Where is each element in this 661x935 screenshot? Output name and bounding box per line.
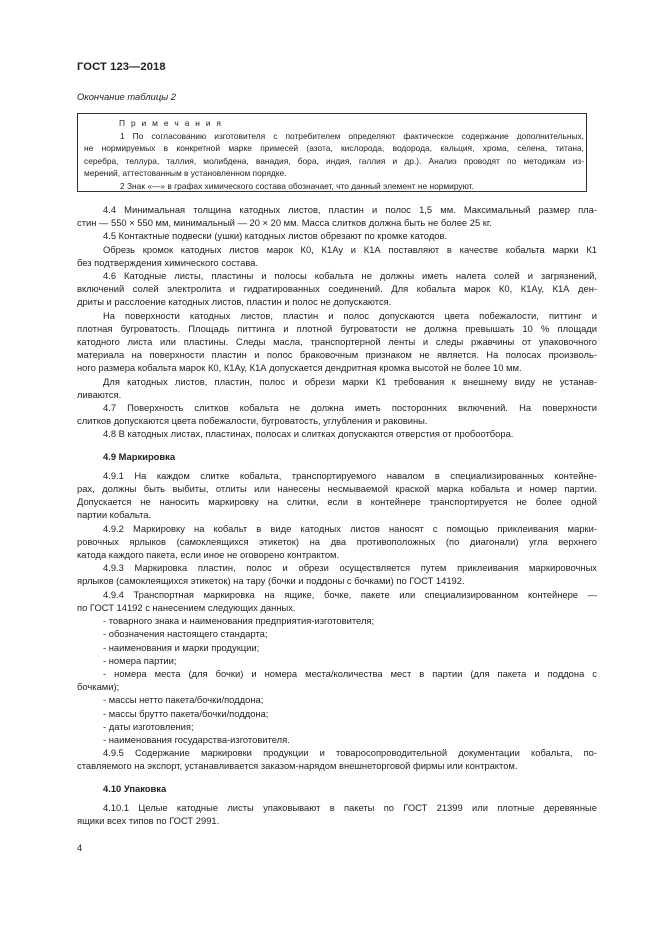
paragraph-4-9-2-line: катода каждого пакета, если иное не оговорено контрактом.	[77, 549, 340, 561]
paragraph-4-4-line: стин — 550 × 550 мм, минимальный — 20 × 20 мм. Масса слитков должна быть не более 25 кг.	[77, 217, 492, 229]
notes-title: П р и м е ч а н и я	[119, 118, 223, 128]
list-item-continuation: бочками);	[77, 681, 120, 693]
page-number: 4	[77, 842, 83, 853]
paragraph-4-4-line: 4.4 Минимальная толщина катодных листов, пластин и полос 1,5 мм. Максимальный размер пла-	[103, 204, 597, 215]
paragraph-4-9-4-line: 4.9.4 Транспортная маркировка на ящике, бочке, пакете или специализированном контейнере —	[103, 588, 597, 600]
list-item: - массы брутто пакета/бочки/поддона;	[103, 707, 269, 719]
paragraph-4-9-5-line: 4.9.5 Содержание маркировки продукции и товаросопроводительной документации кобальта, по-	[103, 747, 597, 759]
note-line: серебра, теллура, таллия, молибдена, ванадия, бора, индия, галлия и др.). Анализ проводят по методикам из-	[84, 155, 584, 166]
paragraph-4-10-1-line: ящики всех типов по ГОСТ 2991.	[77, 814, 220, 826]
standard-header: ГОСТ 123—2018	[77, 61, 166, 73]
paragraph-4-6-line: 4.6 Катодные листы, пластины и полосы кобальта не должны иметь налета солей и загрязнений,	[103, 270, 597, 282]
paragraph-4-7-line: слитков допускаются цвета побежалости, бугроватость, углубления и раковины.	[77, 415, 428, 427]
list-item: - товарного знака и наименования предприятия-изготовителя;	[103, 615, 375, 627]
paragraph-4-9-1-line: рах, должны быть выбиты, отлиты или нанесены несмываемой краской марка кобальта и номер партии.	[77, 483, 597, 495]
paragraph-4-7-line: 4.7 Поверхность слитков кобальта не должна иметь посторонних включений. На поверхности	[103, 402, 597, 414]
section-heading-4-10: 4.10 Упаковка	[103, 782, 167, 794]
list-item: - наименования государства-изготовителя.	[103, 733, 290, 745]
paragraph-4-6-line: Для катодных листов, пластин, полос и обрези марки К1 требования к внешнему виду не устанав-	[103, 375, 597, 387]
paragraph-4-10-1-line: 4.10.1 Целые катодные листы упаковывают в пакеты по ГОСТ 21399 или плотные деревянные	[103, 801, 597, 813]
paragraph-4-6-line: дриты и расслоение катодных листов, пластин и полос не допускаются.	[77, 296, 392, 308]
note-line: мерений, аттестованным в установленном порядке.	[84, 168, 287, 179]
notes-box	[77, 113, 587, 192]
paragraph-4-9-1-line: Допускается не наносить маркировку на слитки, если в контейнере транспортируется не более одной	[77, 496, 597, 508]
paragraph-4-6-line: катодного листа или пластины. Следы масла, транспортерной ленты и следы ржавчины от упаковочного	[77, 336, 597, 348]
note-line: 1 По согласованию изготовителя с потребителем определяют фактическое содержание дополнительных,	[120, 130, 584, 141]
paragraph-4-9-3-line: ярлыков (самоклеящихся этикеток) на тару (бочки и поддоны с бочками) по ГОСТ 14192.	[77, 575, 465, 587]
paragraph-4-9-1-line: 4.9.1 На каждом слитке кобальта, транспортируемого навалом в специализированных контейне-	[103, 469, 597, 481]
list-item: - обозначения настоящего стандарта;	[103, 628, 268, 640]
list-item: - номера места (для бочки) и номера места/количества мест в партии (для пакета и поддона с	[103, 667, 597, 679]
paragraph-4-6-line: ливаются.	[77, 388, 122, 400]
table-caption: Окончание таблицы 2	[77, 91, 176, 102]
paragraph-4-6-line: включений солей электролита и гидратированных соединений. Для кобальта марок К0, К1Ау, К1А ден-	[77, 283, 597, 295]
section-heading-4-9: 4.9 Маркировка	[103, 450, 176, 462]
paragraph-4-6-line: плотная бугроватость. Площадь питтинга и плотной бугроватости не должна превышать 10 % площади	[77, 322, 597, 334]
paragraph-4-6-line: На поверхности катодных листов, пластин и полос допускаются цвета побежалости, питтинг и	[103, 309, 597, 321]
list-item: - массы нетто пакета/бочки/поддона;	[103, 694, 264, 706]
paragraph-4-9-4-line: по ГОСТ 14192 с нанесением следующих данных.	[77, 601, 296, 613]
paragraph-4-6-line: ного размера кобальта марок К0, К1Ау, К1А допускается дендритная кромка высотой не более 10 мм.	[77, 362, 522, 374]
document-body	[77, 203, 597, 827]
paragraph-4-9-1-line: партии кобальта.	[77, 509, 152, 521]
list-item: - номера партии;	[103, 654, 177, 666]
paragraph-4-5-line: без подтверждения химического состава.	[77, 256, 259, 268]
paragraph-4-8: 4.8 В катодных листах, пластинах, полосах и слитках допускаются отверстия от пробоотбора.	[103, 428, 514, 440]
note-line: 2 Знак «—» в графах химического состава обозначает, что данный элемент не нормируют.	[120, 180, 474, 191]
list-item: - даты изготовления;	[103, 720, 194, 732]
paragraph-4-5-line: 4.5 Контактные подвески (ушки) катодных листов обрезают по кромке катодов.	[103, 230, 448, 242]
paragraph-4-9-5-line: ставляемого на экспорт, устанавливается заказом-нарядом внешнеторговой фирмы или контрактом.	[77, 760, 518, 772]
paragraph-4-9-2-line: ровочных ярлыков (самоклеящихся этикеток) на два противоположных (по диагонали) угла верхнего	[77, 535, 597, 547]
paragraph-4-6-line: материала на поверхности пластин и полос браковочным признаком не является. На полосах произволь-	[77, 349, 597, 361]
list-item: - наименования и марки продукции;	[103, 641, 260, 653]
paragraph-4-9-2-line: 4.9.2 Маркировку на кобальт в виде катодных листов наносят с помощью приклеивания марки-	[103, 522, 597, 534]
paragraph-4-9-3-line: 4.9.3 Маркировка пластин, полос и обрези осуществляется путем приклеивания маркировочных	[103, 562, 597, 574]
note-line: не нормируемых в конкретной марке примесей (азота, кислорода, водорода, кальция, хрома, селена, титана,	[84, 143, 584, 154]
paragraph-4-5-line: Обрезь кромок катодных листов марок К0, К1Ау и К1А поставляют в качестве кобальта марки К1	[103, 243, 597, 255]
